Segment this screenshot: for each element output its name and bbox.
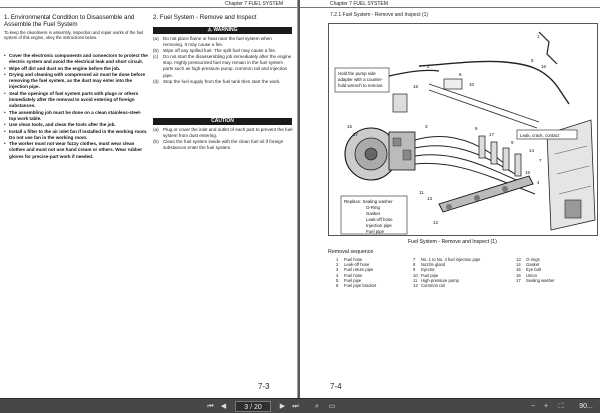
list-item: 14 Gasket xyxy=(516,262,540,268)
svg-text:10: 10 xyxy=(469,82,475,87)
cleanliness-list xyxy=(4,53,148,160)
svg-text:Hold the pump side: Hold the pump side xyxy=(338,71,376,76)
list-item: • Drying and cleaning with compressed air must be done before removing the fuel system, as the dust may enter into the injection pipe. xyxy=(4,72,148,91)
parts-list-col-1 xyxy=(336,257,376,288)
fuel-pipe-bracket xyxy=(444,79,462,89)
replace-item: Gasket xyxy=(366,211,380,216)
svg-text:9: 9 xyxy=(511,140,514,145)
list-item: • Wipe off dirt and dust on the engine before the job. xyxy=(4,66,148,72)
page-number-field[interactable]: 3 / 20 xyxy=(235,401,271,412)
warning-banner xyxy=(153,27,292,34)
item-text: Do not start the disassembling job immediately after the engine stop. Highly pressurized fuel may remain in the fuel system parts such as high-pressure pump, common rail and injection pipe. xyxy=(163,54,292,78)
callout-leak xyxy=(517,130,577,139)
item-text: Stop the fuel supply from the fuel tank then start the work. xyxy=(163,78,281,84)
fit-page-icon[interactable]: ▭ xyxy=(328,403,336,410)
list-item: 10 Fuel pipe xyxy=(413,272,439,278)
parts-list-col-3 xyxy=(516,257,555,283)
svg-text:6: 6 xyxy=(459,72,462,77)
svg-text:adapter with a counter-: adapter with a counter- xyxy=(338,77,383,82)
svg-text:hold wrench to remove.: hold wrench to remove. xyxy=(338,83,384,88)
list-item xyxy=(153,36,293,48)
chapter-header: Chapter 7 FUEL SYSTEM xyxy=(330,1,388,7)
svg-text:3: 3 xyxy=(425,124,428,129)
svg-text:16: 16 xyxy=(525,170,531,175)
leak-off-hose xyxy=(429,84,539,128)
page-number: 7-4 xyxy=(330,382,342,391)
warning-label: WARNING xyxy=(213,27,238,33)
parts-list-col-2 xyxy=(413,257,480,288)
fuel-hose-top xyxy=(539,32,557,64)
list-item: 15 Eye bolt xyxy=(516,267,542,273)
list-item: 1 Fuel hose xyxy=(336,257,363,262)
prev-page-button[interactable]: ◀ xyxy=(220,403,227,410)
svg-text:13: 13 xyxy=(427,196,433,201)
svg-text:8: 8 xyxy=(475,126,478,131)
list-item: 5 Fuel pipe xyxy=(336,277,362,283)
list-item: • The worker must not wear fuzzy clothes, must wear clean clothes and must not use hand cream or others. Wear rubber gloves for precise-part work if needed. xyxy=(4,141,148,160)
list-item: • The assembling job must be done on a clean stainless-steel-top work table. xyxy=(4,110,148,123)
item-text: Clean the fuel system inside with the clean fuel oil if foreign substances enter the fuel system. xyxy=(163,139,284,151)
svg-text:2: 2 xyxy=(427,64,430,69)
union-fitting xyxy=(393,94,407,112)
list-item: 2 Leak-off hose xyxy=(336,262,370,268)
section-1-title: 1. Environmental Condition to Disassemble and Assemble the Fuel System xyxy=(4,14,135,29)
list-item xyxy=(153,139,293,151)
page-7-4 xyxy=(300,0,600,398)
item-index: (b) xyxy=(153,139,159,145)
page-header xyxy=(0,0,297,8)
svg-text:15: 15 xyxy=(413,84,419,89)
section-2-title: 2. Fuel System - Remove and Inspect xyxy=(153,14,257,21)
first-page-button[interactable]: ⏮ xyxy=(207,403,214,410)
item-text: Plug or cover the inlet and outlet of each part to prevent the fuel system from dust entering. xyxy=(163,127,293,139)
svg-text:17: 17 xyxy=(353,132,359,137)
replace-item: Replace: Sealing washer xyxy=(344,199,393,204)
fuel-hose xyxy=(389,70,439,76)
list-item: 6 Fuel pipe bracket xyxy=(336,283,377,289)
svg-text:11: 11 xyxy=(419,190,424,195)
list-item xyxy=(153,79,293,85)
svg-text:15: 15 xyxy=(347,124,353,129)
page-7-3 xyxy=(0,0,298,398)
injectors xyxy=(479,136,521,176)
removal-sequence-title: Removal sequence xyxy=(328,249,374,255)
common-rail xyxy=(439,176,533,212)
item-index: (d) xyxy=(153,78,159,84)
list-item: 8 Nozzle gland xyxy=(413,262,446,268)
chapter-header: Chapter 7 FUEL SYSTEM xyxy=(225,1,283,7)
exploded-diagram xyxy=(328,23,598,236)
page-header xyxy=(300,0,600,8)
list-item xyxy=(153,54,293,78)
item-text: Do not place flame or heat near the fuel system when removing. It may cause a fire. xyxy=(163,36,272,48)
item-text: Wipe off any spilled fuel. The spilt fuel may cause a fire. xyxy=(163,48,277,54)
zoom-out-icon[interactable]: − xyxy=(530,403,536,410)
figure-title: Fuel System - Remove and Inspect (1) xyxy=(408,239,497,245)
list-item: 13 O-rings xyxy=(516,257,540,262)
list-item: • Cover the electronic components and connectors to protect the electric system and avoid the electrical leak and short circuit. xyxy=(4,53,148,66)
fuel-return-pipe xyxy=(419,61,569,104)
item-index: (b) xyxy=(153,48,159,54)
item-index: (c) xyxy=(153,54,159,60)
svg-text:5: 5 xyxy=(531,58,534,63)
svg-text:16: 16 xyxy=(541,64,547,69)
item-index: (a) xyxy=(153,127,159,132)
svg-text:4: 4 xyxy=(537,180,540,185)
svg-text:1: 1 xyxy=(537,34,540,39)
list-item: • Use clean tools, and clean the tools after the job. xyxy=(4,122,148,128)
replace-item: Fuel pipe xyxy=(366,229,385,234)
caution-banner xyxy=(153,118,292,125)
list-item: • Install a filter to the air inlet fan if installed in the working room. Do not use fan in the working room. xyxy=(4,129,148,142)
warning-list xyxy=(153,36,293,85)
list-item xyxy=(153,127,293,139)
next-page-button[interactable]: ▶ xyxy=(279,403,286,410)
caution-label: CAUTION xyxy=(211,118,234,124)
list-item: • Seal the openings of fuel system parts with plugs or others immediately after the removal to avoid entering of foreign substances. xyxy=(4,91,148,110)
svg-text:12: 12 xyxy=(433,220,439,225)
zoom-level[interactable]: 90... xyxy=(579,403,593,410)
section-1-intro: To keep the cleanliness in assembly, inspection and repair works of the fuel system of this engine, obey the instructions below. xyxy=(4,30,144,41)
svg-text:17: 17 xyxy=(489,132,495,137)
callout-hold-pump xyxy=(335,68,389,92)
svg-text:7: 7 xyxy=(539,158,542,163)
replace-item: Leak-off hose xyxy=(366,217,393,222)
warning-icon: ⚠ xyxy=(207,27,214,33)
callout-leak-text: Leak, crack, contact xyxy=(520,133,560,138)
list-item: 11 High-pressure pump xyxy=(413,277,459,283)
zoom-in-icon[interactable]: + xyxy=(543,403,549,410)
list-item: 17 Sealing washer xyxy=(516,277,555,283)
replace-item: O-Ring xyxy=(366,205,380,210)
callout-replace xyxy=(341,196,407,234)
list-item: 7 No. 1 to No. 4 fuel injection pipe xyxy=(413,257,481,262)
list-item: 3 Fuel return pipe xyxy=(336,267,374,273)
list-item: 9 Injector xyxy=(413,267,435,273)
list-item: 16 Union xyxy=(516,272,537,278)
list-item: 12 Common rail xyxy=(413,283,445,289)
caution-list xyxy=(153,127,293,151)
replace-item: Injection pipe xyxy=(366,223,392,228)
fuel-system-drawing xyxy=(329,24,599,237)
last-page-button[interactable]: ⏭ xyxy=(292,403,299,410)
figure-caption: 7.2.1 Fuel System - Remove and Inspect (1) xyxy=(330,12,429,18)
list-item: 4 Fuel hose xyxy=(336,272,363,278)
svg-text:14: 14 xyxy=(529,148,535,153)
fullscreen-icon[interactable]: ⛶ xyxy=(558,403,564,410)
item-index: (a) xyxy=(153,36,159,41)
viewer-toolbar xyxy=(0,398,600,413)
page-number: 7-3 xyxy=(258,382,270,391)
search-icon[interactable]: ⌕ xyxy=(315,403,319,410)
